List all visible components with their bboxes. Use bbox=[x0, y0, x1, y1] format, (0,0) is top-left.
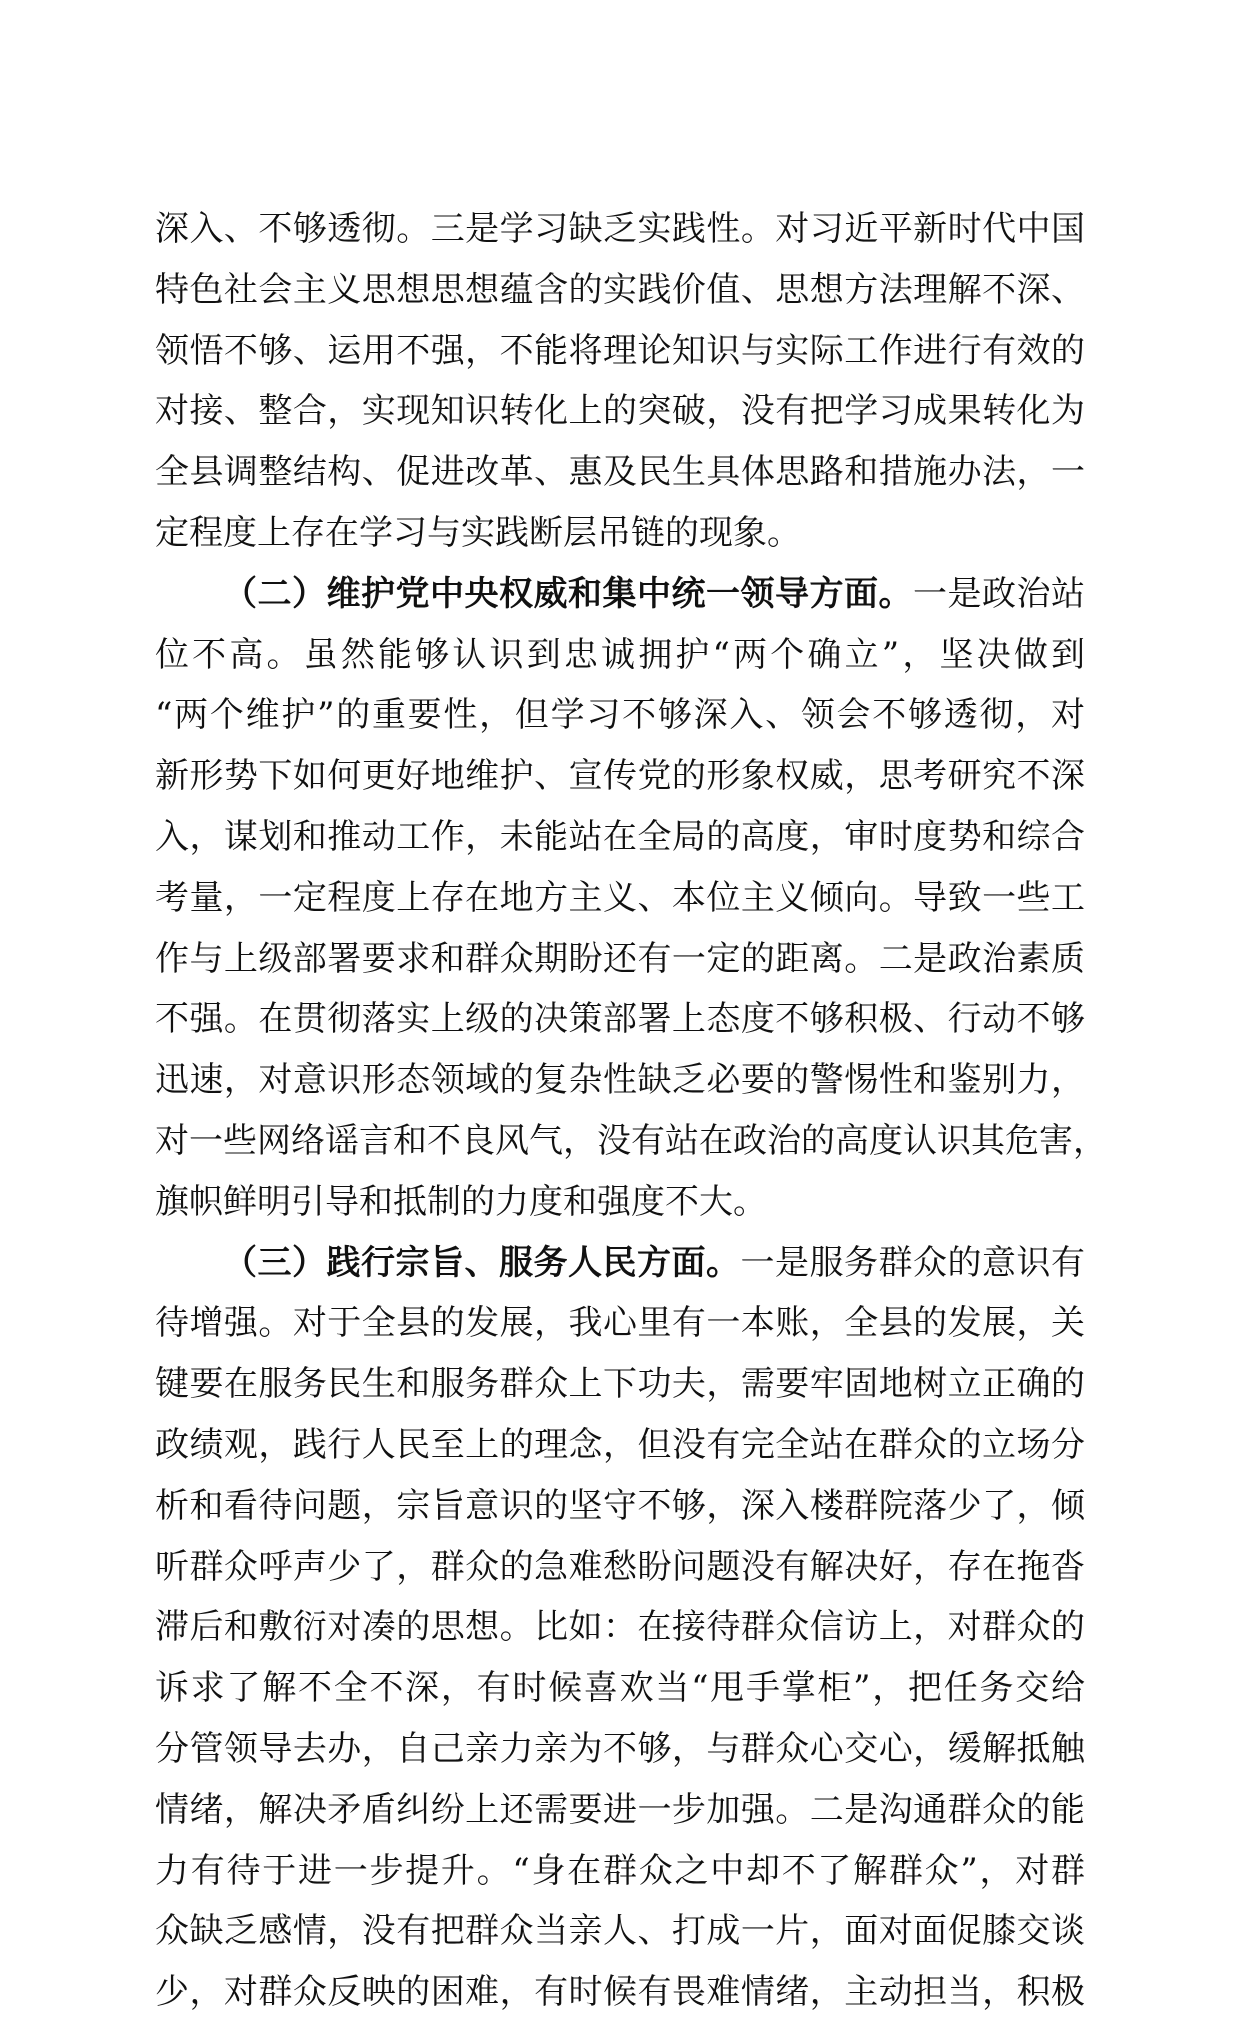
text-line: 待增强。对于全县的发展，我心里有一本账，全县的发展，关 bbox=[155, 1303, 1085, 1344]
text-line: 不强。在贯彻落实上级的决策部署上态度不够积极、行动不够 bbox=[155, 999, 1085, 1040]
text-run: 一是服务群众的意识有 bbox=[740, 1242, 1085, 1283]
text-line: 作与上级部署要求和群众期盼还有一定的距离。二是政治素质 bbox=[155, 938, 1085, 979]
document-body bbox=[155, 199, 1107, 2023]
text-line: “两个维护”的重要性，但学习不够深入、领会不够透彻，对 bbox=[155, 695, 1085, 736]
text-line: 听群众呼声少了，群众的急难愁盼问题没有解决好，存在拖沓 bbox=[155, 1546, 1085, 1587]
text-line: 对一些网络谣言和不良风气，没有站在政治的高度认识其危害， bbox=[155, 1120, 1107, 1161]
text-line: 键要在服务民生和服务群众上下功夫，需要牢固地树立正确的 bbox=[155, 1364, 1085, 1405]
paragraph-2 bbox=[155, 564, 1107, 1233]
paragraph-first-line bbox=[155, 1233, 1085, 1294]
paragraph-1 bbox=[155, 199, 1085, 564]
text-line: 全县调整结构、促进改革、惠及民生具体思路和措施办法，一 bbox=[155, 452, 1085, 493]
section-heading: （三）践行宗旨、服务人民方面。 bbox=[223, 1242, 741, 1283]
text-line: 对接、整合，实现知识转化上的突破，没有把学习成果转化为 bbox=[155, 391, 1085, 432]
text-line: 新形势下如何更好地维护、宣传党的形象权威，思考研究不深 bbox=[155, 756, 1085, 797]
text-line: 析和看待问题，宗旨意识的坚守不够，深入楼群院落少了，倾 bbox=[155, 1485, 1085, 1526]
text-line: 入，谋划和推动工作，未能站在全局的高度，审时度势和综合 bbox=[155, 816, 1085, 857]
text-line: 力有待于进一步提升。“身在群众之中却不了解群众”，对群 bbox=[155, 1850, 1085, 1891]
text-line: 滞后和敷衍对凑的思想。比如：在接待群众信访上，对群众的 bbox=[155, 1607, 1085, 1648]
text-line: 考量，一定程度上存在地方主义、本位主义倾向。导致一些工 bbox=[155, 877, 1085, 918]
text-line: 迅速，对意识形态领域的复杂性缺乏必要的警惕性和鉴别力， bbox=[155, 1060, 1085, 1101]
text-line: 定程度上存在学习与实践断层吊链的现象。 bbox=[155, 512, 801, 553]
text-line: 情绪，解决矛盾纠纷上还需要进一步加强。二是沟通群众的能 bbox=[155, 1789, 1085, 1830]
text-line: 特色社会主义思想思想蕴含的实践价值、思想方法理解不深、 bbox=[155, 269, 1085, 310]
paragraph-first-line bbox=[155, 564, 1085, 625]
text-line: 分管领导去办，自己亲力亲为不够，与群众心交心，缓解抵触 bbox=[155, 1728, 1085, 1769]
text-run: 一是政治站 bbox=[913, 573, 1085, 614]
text-line: 少，对群众反映的困难，有时候有畏难情绪，主动担当，积极 bbox=[155, 1972, 1085, 2013]
paragraph-3 bbox=[155, 1233, 1085, 2023]
text-line: 众缺乏感情，没有把群众当亲人、打成一片，面对面促膝交谈 bbox=[155, 1911, 1085, 1952]
text-line: 政绩观，践行人民至上的理念，但没有完全站在群众的立场分 bbox=[155, 1424, 1085, 1465]
text-line: 深入、不够透彻。三是学习缺乏实践性。对习近平新时代中国 bbox=[155, 209, 1085, 249]
text-line: 领悟不够、运用不强，不能将理论知识与实际工作进行有效的 bbox=[155, 330, 1085, 371]
text-line: 诉求了解不全不深，有时候喜欢当“甩手掌柜”，把任务交给 bbox=[155, 1668, 1085, 1709]
text-line: 位不高。虽然能够认识到忠诚拥护“两个确立”，坚决做到 bbox=[155, 634, 1085, 675]
text-line: 旗帜鲜明引导和抵制的力度和强度不大。 bbox=[155, 1181, 767, 1222]
section-heading: （二）维护党中央权威和集中统一领导方面。 bbox=[223, 573, 913, 614]
